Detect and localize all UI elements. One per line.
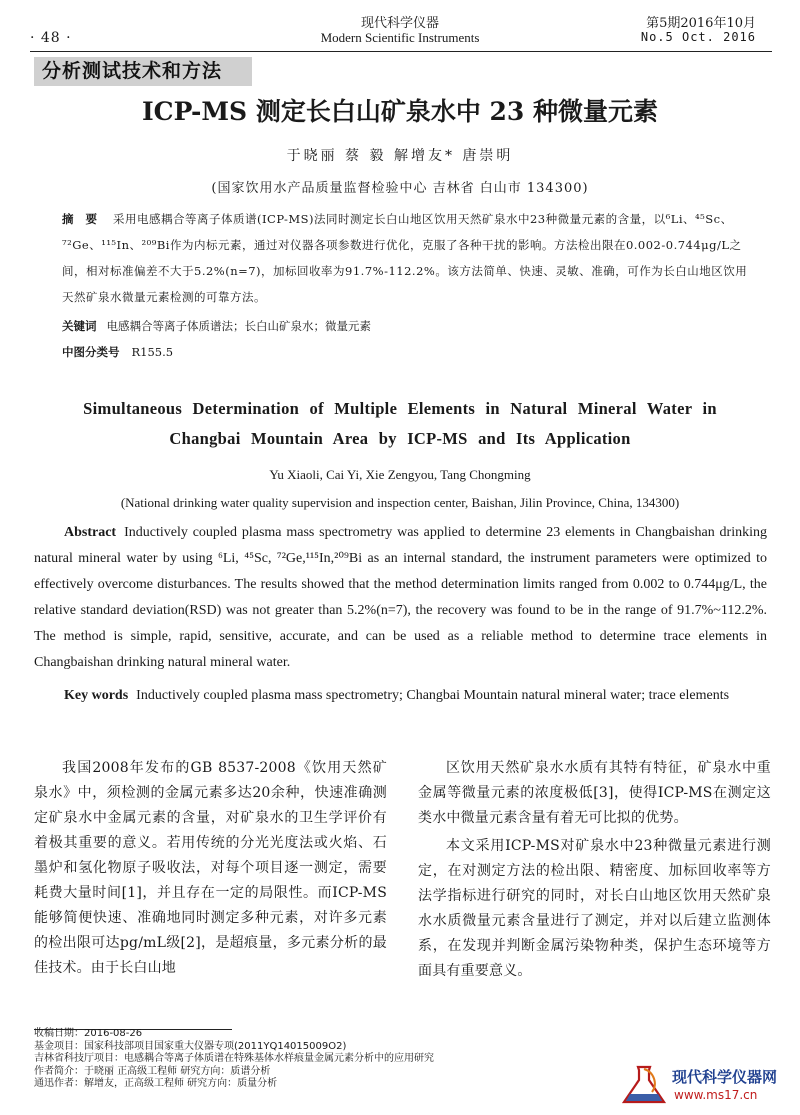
issue-en: No.5 Oct. 2016 <box>640 30 756 44</box>
abstract-cn-text: 采用电感耦合等离子体质谱(ICP-MS)法同时测定长白山地区饮用天然矿泉水中23种微量元素的含量，以⁶Li、⁴⁵Sc、⁷²Ge、¹¹⁵In、²⁰⁹Bi作为内标元素，通过对仪器各项参数进行优化，克服了各种干扰的影响。方法检出限在0.002-0.744μg/L之间，相对标准偏差不大于5.2%(n=7)，加标回收率为91.7%-112.2%。该方法简单、快速、灵敏、准确，可作为长白山地区饮用天然矿泉水微量元素检测的可靠方法。 <box>62 212 748 304</box>
body-paragraph: 区饮用天然矿泉水水质有其特有特征，矿泉水中重金属等微量元素的浓度极低[3]，使得ICP-MS在测定这类水中微量元素含量有着无可比拟的优势。 <box>418 760 771 826</box>
body-column-left <box>34 756 387 981</box>
keywords-cn <box>62 313 752 339</box>
authors-cn: 于晓丽 蔡 毅 解增友* 唐崇明 <box>286 148 514 164</box>
watermark-url: www.ms17.cn <box>674 1088 758 1102</box>
authors-en: Yu Xiaoli, Cai Yi, Xie Zengyou, Tang Chongming <box>269 467 531 482</box>
journal-name-en: Modern Scientific Instruments <box>320 30 480 45</box>
keywords-en <box>34 683 767 709</box>
page-number: · 48 · <box>30 30 72 46</box>
title-en-line1: Simultaneous Determination of Multiple Elements in Natural Mineral Water in <box>83 399 717 418</box>
watermark-name: 现代科学仪器网 <box>672 1068 778 1086</box>
affiliation-en: (National drinking water quality supervision and inspection center, Baishan, Jilin Province, China, 134300) <box>120 495 680 510</box>
keywords-en-text: Inductively coupled plasma mass spectrometry; Changbai Mountain natural mineral water; trace elements <box>136 688 730 703</box>
footnote-received: 收稿日期：2016-08-26 <box>34 1028 143 1039</box>
footnote-corresponding: 通迅作者：解增友，正高级工程师 研究方向：质量分析 <box>34 1078 278 1089</box>
title-en-line2: Changbai Mountain Area by ICP-MS and Its Application <box>169 429 631 448</box>
issue-cn: 第5期2016年10月 <box>646 16 756 31</box>
abstract-en-label: Abstract <box>64 525 117 540</box>
section-tag: 分析测试技术和方法 <box>34 57 252 86</box>
flask-logo-icon <box>620 1064 668 1106</box>
classification-cn-label: 中图分类号 <box>62 345 120 359</box>
keywords-en-label: Key words <box>64 688 129 703</box>
keywords-cn-text: 电感耦合等离子体质谱法；长白山矿泉水；微量元素 <box>106 319 371 333</box>
title-cn: ICP-MS 测定长白山矿泉水中 23 种微量元素 <box>141 97 659 126</box>
abstract-en-text: Inductively coupled plasma mass spectrometry was applied to determine 23 elements in Changbaishan drinking natural mineral water by using ⁶Li, ⁴⁵Sc, ⁷²Ge,¹¹⁵In,²⁰⁹Bi as an internal standard, the instrument parameters were optimized to effectively overcome disturbances. The results showed that the method determination limits ranged from 0.002 to 0.744μg/L, the relative standard deviation(RSD) was not greater than 5.2%(n=7), the recovery was found to be in the range of 91.7%~112.2%. The method is simple, rapid, sensitive, accurate, and can be used as a reliable method to determine trace elements in Changbaishan drinking natural mineral water. <box>34 525 767 670</box>
classification-cn-text: R155.5 <box>131 345 174 359</box>
keywords-cn-label: 关键词 <box>62 319 97 333</box>
body-paragraph: 本文采用ICP-MS对矿泉水中23种微量元素进行测定，在对测定方法的检出限、精密度、加标回收率等方法学指标进行研究的同时，对长白山地区饮用天然矿泉水水质微量元素含量进行了测定，并对以后建立监测体系，在发现并判断金属污染物种类，保护生态环境等方面具有重要意义。 <box>418 838 771 979</box>
body-column-right <box>418 756 771 984</box>
classification-cn <box>62 339 173 365</box>
abstract-cn <box>62 206 752 310</box>
header-rule <box>30 51 772 52</box>
journal-name-cn: 现代科学仪器 <box>360 16 439 31</box>
footnote-fund2: 吉林省科技厅项目：电感耦合等离子体质谱在特殊基体水样痕量金属元素分析中的应用研究 <box>34 1053 434 1064</box>
footnote-author: 作者简介：于晓丽 正高级工程师 研究方向：质谱分析 <box>34 1065 271 1077</box>
title-en <box>40 394 760 454</box>
footnotes <box>34 1028 594 1091</box>
affiliation-cn: (国家饮用水产品质量监督检验中心 吉林省 白山市 134300) <box>211 181 589 196</box>
footnote-fund1: 基金项目：国家科技部项目国家重大仪器专项(2011YQ14015009O2) <box>34 1040 347 1052</box>
abstract-cn-label: 摘 要 <box>62 212 102 226</box>
body-paragraph: 我国2008年发布的GB 8537-2008《饮用天然矿泉水》中，须检测的金属元素多达20余种，快速准确测定矿泉水中金属元素的含量，对矿泉水的卫生学评价有着极其重要的意义。若用传统的分光光度法或火焰、石墨炉和氢化物原子吸收法，对每个项目逐一测定，需要耗费大量时间[1]，并且存在一定的局限性。而ICP-MS能够简便快速、准确地同时测定多种元素，对许多元素的检出限可达pg/mL级[2]，是超痕量，多元素分析的最佳技术。由于长白山地 <box>34 760 387 976</box>
site-watermark <box>616 1062 786 1108</box>
abstract-en <box>34 520 767 676</box>
